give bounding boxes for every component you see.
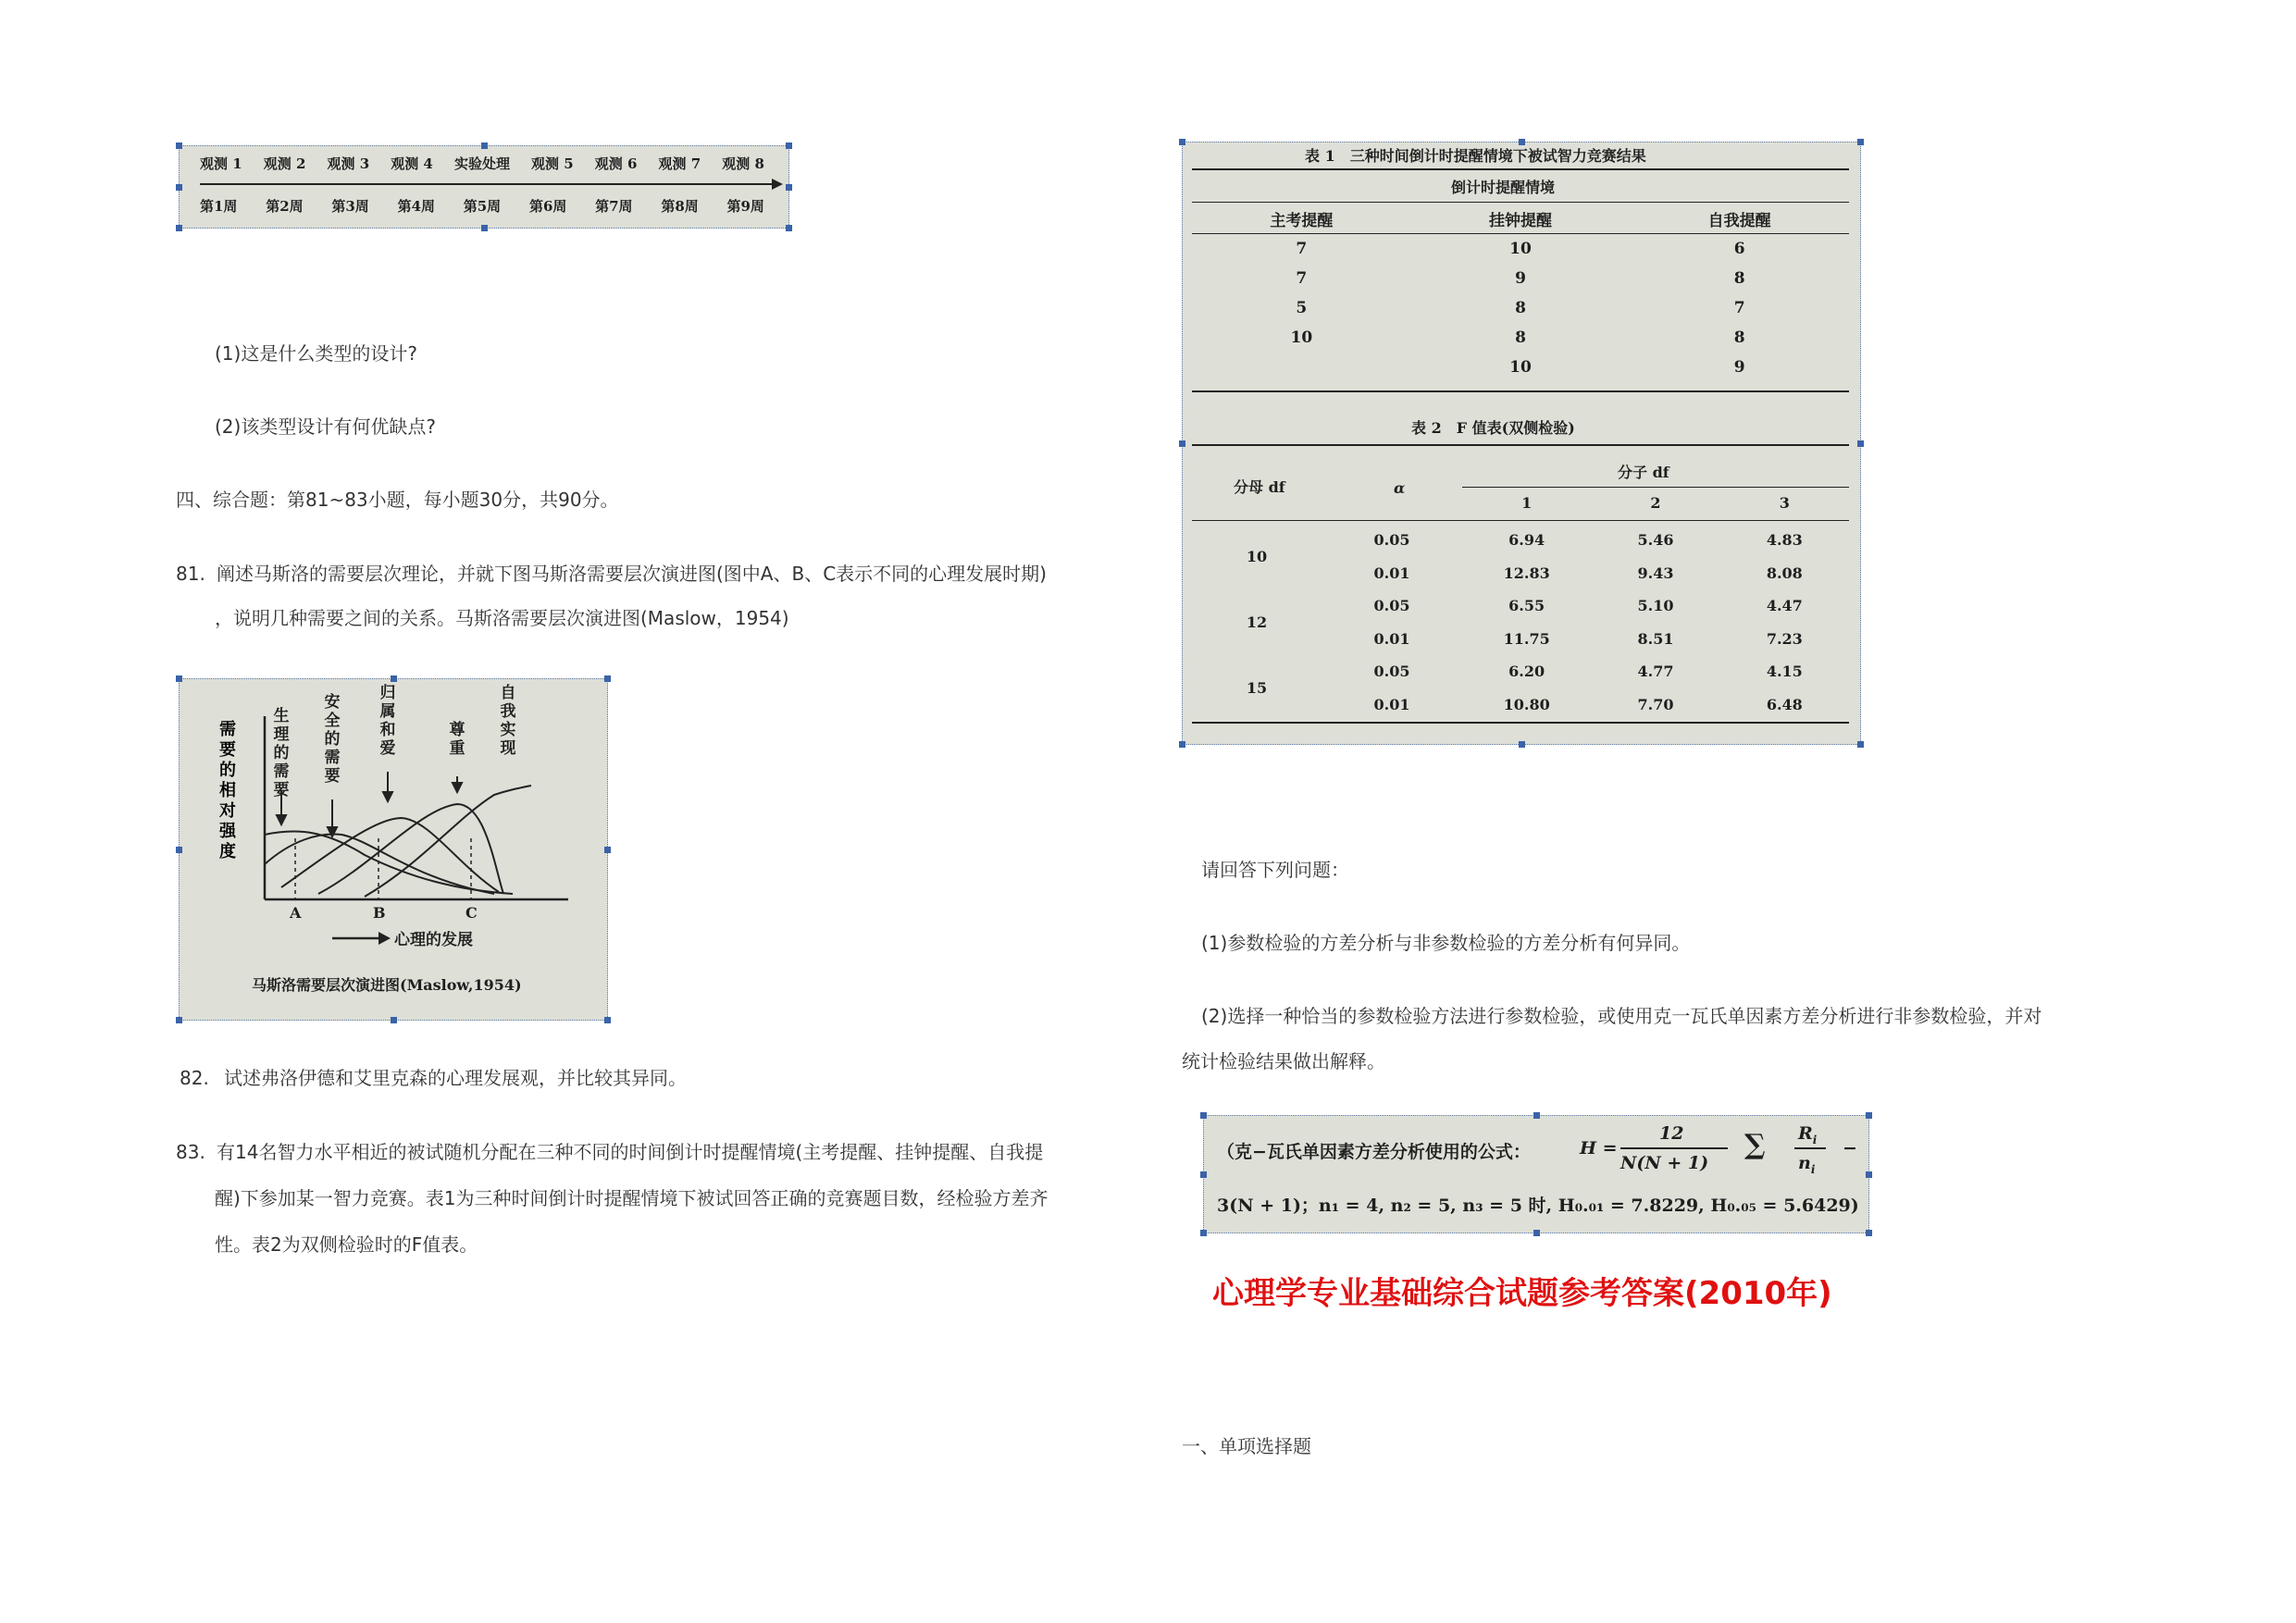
right-question-2-line2: 统计检验结果做出解释。	[1182, 1050, 1385, 1072]
maslow-need-label-char: 尊	[449, 721, 465, 739]
question-81-number: 81.	[176, 563, 205, 585]
resize-handle[interactable]	[1200, 1230, 1207, 1236]
maslow-need-label-char: 自	[500, 684, 516, 702]
table2-row	[1192, 557, 1849, 590]
table2-value-cell: 8.51	[1637, 629, 1674, 648]
maslow-stage-label: C	[465, 904, 478, 922]
maslow-need-label-char: 重	[449, 739, 465, 758]
resize-handle[interactable]	[1200, 1112, 1207, 1119]
table2-header-rule	[1192, 520, 1849, 521]
maslow-ylabel-char: 要	[219, 740, 236, 760]
maslow-curves	[265, 786, 531, 897]
maslow-need-curve	[265, 834, 494, 894]
table2-alpha-cell: 0.05	[1373, 663, 1410, 681]
maslow-need-label-char: 归	[379, 684, 396, 702]
maslow-arrows	[277, 772, 462, 836]
maslow-arrow-head	[277, 815, 286, 824]
table1-group-header: 倒计时提醒情境	[1451, 179, 1556, 196]
timeline-week-label: 第9周	[726, 198, 764, 215]
timeline-observation-label: 观测 1	[200, 155, 242, 172]
table2-value-cell: 6.55	[1508, 597, 1545, 615]
table2-value-cell: 4.77	[1637, 663, 1674, 681]
resize-handle[interactable]	[1179, 741, 1185, 748]
maslow-need-label-char: 的	[324, 730, 341, 749]
table2-value-cell: 4.47	[1766, 597, 1803, 615]
timeline-axis	[200, 183, 776, 185]
table2-df-cell: 10	[1246, 548, 1268, 566]
table2-row	[1192, 623, 1849, 656]
maslow-stage-points	[289, 838, 478, 922]
maslow-need-label-char: 要	[324, 767, 341, 786]
resize-handle[interactable]	[481, 225, 488, 231]
maslow-need-label-char: 理	[273, 725, 290, 744]
table2-numer-header: 分子 df	[1618, 464, 1669, 481]
table2-value-cell: 6.20	[1508, 663, 1545, 681]
formula-line1-prefix: （克−瓦氏单因素方差分析使用的公式：	[1217, 1142, 1531, 1162]
table1-cell: 8	[1515, 328, 1526, 347]
resize-handle[interactable]	[1179, 139, 1185, 145]
table2-df-cell: 12	[1246, 613, 1268, 632]
resize-handle[interactable]	[1519, 741, 1525, 748]
table1-row	[1192, 293, 1849, 323]
table2-numer-column: 1	[1521, 494, 1533, 512]
maslow-stage-label: A	[290, 904, 302, 922]
table1-row	[1192, 264, 1849, 293]
timeline-observation-label: 观测 8	[722, 155, 764, 172]
table2-value-cell: 12.83	[1503, 564, 1550, 582]
question-83-line2: 醒)下参加某一智力竞赛。表1为三种时间倒计时提醒情境下被试回答正确的竞赛题目数，经检验方差齐	[215, 1187, 1049, 1209]
resize-handle[interactable]	[1533, 1230, 1540, 1236]
resize-handle[interactable]	[481, 142, 488, 149]
maslow-need-label-char: 爱	[379, 739, 396, 758]
timeline-week-label: 第8周	[661, 198, 699, 215]
timeline-observation-label: 观测 6	[594, 155, 638, 172]
question-2-pros-cons: (2)该类型设计有何优缺点?	[215, 415, 436, 438]
maslow-ylabel-char: 强	[219, 822, 236, 841]
maslow-xlabel: 心理的发展	[394, 931, 473, 949]
table1-cell: 8	[1515, 299, 1526, 317]
resize-handle[interactable]	[1200, 1171, 1207, 1178]
section-1-single-choice: 一、单项选择题	[1182, 1435, 1311, 1457]
maslow-needs-diagram-image[interactable]	[179, 678, 608, 1021]
question-1-design-type: (1)这是什么类型的设计?	[215, 342, 417, 365]
table1-top-rule	[1192, 168, 1849, 170]
timeline-observation-label: 观测 4	[391, 155, 433, 172]
maslow-ylabel-char: 对	[219, 801, 236, 821]
right-question-1: (1)参数检验的方差分析与非参数检验的方差分析有何异同。	[1201, 932, 1691, 954]
right-question-2-line1: (2)选择一种恰当的参数检验方法进行参数检验，或使用克一瓦氏单因素方差分析进行非参数检验，并对	[1201, 1005, 2042, 1027]
question-82: 试述弗洛伊德和艾里克森的心理发展观，并比较其异同。	[224, 1067, 687, 1089]
table1-row	[1192, 353, 1849, 382]
table2-alpha-cell: 0.01	[1373, 695, 1410, 713]
timeline-week-label: 第6周	[528, 198, 567, 215]
timeline-week-label: 第3周	[331, 198, 369, 215]
maslow-need-curve	[365, 786, 531, 897]
resize-handle[interactable]	[1866, 1171, 1872, 1178]
maslow-need-label-char: 实	[500, 721, 516, 739]
question-81-line1: 阐述马斯洛的需要层次理论，并就下图马斯洛需要层次演进图(图中A、B、C表示不同的心理发展时期)	[217, 563, 1047, 585]
table2-body	[1192, 524, 1849, 721]
maslow-need-label-char: 和	[379, 721, 396, 739]
timeline-observation-label: 观测 3	[327, 155, 370, 172]
formula-expression: H = 12 N(N + 1) ∑ $R_i$ $n_i$ −	[1580, 1123, 1857, 1176]
maslow-ylabel-char: 度	[219, 842, 236, 861]
table1-column-header: 主考提醒	[1192, 204, 1411, 234]
table2-numer-column: 2	[1650, 494, 1661, 512]
timeline-week-label: 第5周	[463, 198, 502, 215]
timeline-observation-label: 实验处理	[453, 155, 510, 172]
question-83-line3: 性。表2为双侧检验时的F值表。	[215, 1233, 478, 1256]
answer-prompt: 请回答下列问题：	[1201, 859, 1349, 881]
table1-cell: 8	[1733, 269, 1745, 288]
maslow-ylabel-char: 需	[219, 720, 236, 739]
table1-body	[1192, 204, 1849, 382]
maslow-caption: 马斯洛需要层次演进图(Maslow,1954)	[252, 976, 522, 994]
timeline-design-image[interactable]	[179, 145, 789, 229]
table2-numer-columns	[1462, 494, 1849, 512]
question-83-line1: 有14名智力水平相近的被试随机分配在三种不同的时间倒计时提醒情境(主考提醒、挂钟提醒、自我提	[217, 1141, 1044, 1163]
maslow-arrow-head	[383, 792, 392, 801]
table2-bottom-rule	[1192, 722, 1849, 724]
table1-cell: 7	[1733, 299, 1745, 317]
table1-row	[1192, 234, 1849, 265]
table2-row	[1192, 524, 1849, 566]
timeline-observations	[200, 154, 764, 173]
table1-column-header: 挂钟提醒	[1411, 204, 1631, 234]
table1-row	[1192, 323, 1849, 353]
maslow-stage-label: B	[373, 904, 386, 922]
table2-value-cell: 4.83	[1766, 531, 1803, 550]
timeline-weeks	[200, 196, 764, 216]
timeline-week-label: 第2周	[266, 198, 304, 215]
table1-cell: 10	[1290, 328, 1313, 347]
table2-row	[1192, 688, 1849, 722]
table2-numer-rule	[1462, 487, 1849, 488]
resize-handle[interactable]	[176, 184, 182, 191]
maslow-need-label-char: 需	[273, 762, 290, 781]
table2-value-cell: 7.70	[1637, 695, 1674, 713]
table1-cell: 9	[1733, 358, 1745, 377]
table2-alpha-cell: 0.01	[1373, 629, 1410, 648]
table1-cell	[1192, 353, 1411, 382]
resize-handle[interactable]	[1857, 139, 1864, 145]
table2-value-cell: 7.23	[1766, 629, 1803, 648]
table2-alpha-cell: 0.05	[1373, 597, 1410, 615]
maslow-diagram	[180, 679, 607, 1020]
table2-alpha-cell: 0.05	[1373, 531, 1410, 550]
resize-handle[interactable]	[1857, 440, 1864, 447]
maslow-need-label-char: 全	[324, 712, 341, 730]
tables-image[interactable]	[1182, 142, 1861, 745]
table2-value-cell: 9.43	[1637, 564, 1674, 582]
table1-bottom-rule	[1192, 390, 1849, 392]
resize-handle[interactable]	[1533, 1112, 1540, 1119]
resize-handle[interactable]	[1866, 1230, 1872, 1236]
table2-top-rule	[1192, 444, 1849, 446]
table2-value-cell: 4.15	[1766, 663, 1803, 681]
table2-value-cell: 10.80	[1503, 695, 1550, 713]
table1-cell: 10	[1509, 358, 1532, 377]
resize-handle[interactable]	[176, 225, 182, 231]
answer-section-heading: 心理学专业基础综合试题参考答案(2010年)	[1212, 1275, 1832, 1312]
table1-cell: 7	[1296, 240, 1308, 258]
maslow-need-curve	[318, 804, 503, 894]
timeline-observation-label: 观测 7	[658, 155, 701, 172]
table2-row	[1192, 655, 1849, 698]
timeline-arrowhead	[772, 179, 783, 190]
resize-handle[interactable]	[786, 142, 792, 149]
table2-value-cell: 6.48	[1766, 695, 1803, 713]
maslow-need-label-char: 要	[273, 781, 290, 799]
table2-value-cell: 8.08	[1766, 564, 1803, 582]
timeline-week-label: 第7周	[595, 198, 633, 215]
timeline-observation-label: 观测 2	[263, 155, 306, 172]
table1-cell: 6	[1733, 240, 1745, 258]
timeline-week-label: 第1周	[200, 198, 238, 215]
table1-group-rule	[1192, 202, 1849, 203]
table2-numer-column: 3	[1779, 494, 1790, 512]
resize-handle[interactable]	[1866, 1112, 1872, 1119]
question-81-line2: ，说明几种需要之间的关系。马斯洛需要层次演进图(Maslow，1954)	[215, 607, 789, 629]
timeline-observation-label: 观测 5	[531, 155, 574, 172]
resize-handle[interactable]	[1857, 741, 1864, 748]
maslow-need-labels	[274, 683, 516, 799]
maslow-need-label-char: 安	[324, 693, 341, 712]
resize-handle[interactable]	[786, 184, 792, 191]
table2-value-cell: 5.46	[1637, 531, 1674, 550]
table2-value-cell: 11.75	[1503, 629, 1550, 648]
table2-alpha-cell: 0.01	[1373, 564, 1410, 582]
table1-cell: 8	[1733, 328, 1745, 347]
maslow-development-arrowhead	[379, 932, 391, 945]
section-4-heading: 四、综合题：第81~83小题，每小题30分，共90分。	[176, 489, 619, 511]
maslow-need-label-char: 属	[379, 702, 396, 721]
table2-alpha-header: α	[1394, 479, 1406, 497]
maslow-need-label-char: 我	[500, 702, 516, 721]
table1-cell: 9	[1515, 269, 1526, 288]
maslow-need-label-char: 生	[273, 707, 290, 725]
table2-row	[1192, 589, 1849, 632]
maslow-ylabel-char: 的	[219, 761, 236, 780]
resize-handle[interactable]	[1179, 440, 1185, 447]
resize-handle[interactable]	[176, 142, 182, 149]
table1-cell: 10	[1509, 240, 1532, 258]
maslow-need-label-char: 的	[273, 744, 290, 762]
table1-cell: 7	[1296, 269, 1308, 288]
kruskal-wallis-formula-image[interactable]	[1203, 1115, 1869, 1233]
table2-value-cell: 6.94	[1508, 531, 1545, 550]
table2-df-cell: 15	[1246, 679, 1268, 698]
maslow-ylabel-char: 相	[219, 781, 236, 800]
table1-cell: 5	[1296, 299, 1308, 317]
question-82-number: 82.	[180, 1067, 209, 1089]
table1-column-header: 自我提醒	[1630, 204, 1849, 234]
maslow-need-label-char: 需	[324, 749, 341, 767]
timeline-week-label: 第4周	[397, 198, 435, 215]
table2-value-cell: 5.10	[1637, 597, 1674, 615]
maslow-arrow-head	[453, 783, 462, 792]
maslow-need-label-char: 现	[500, 739, 516, 758]
question-83-number: 83.	[176, 1141, 205, 1163]
formula-line2: 3(N + 1)；n₁ = 4, n₂ = 5, n₃ = 5 时, H₀.₀₁ = 7.8229, H₀.₀₅ = 5.6429)	[1217, 1196, 1859, 1216]
table2-denom-header: 分母 df	[1234, 478, 1285, 496]
table2-title: 表 2 F 值表(双侧检验)	[1411, 419, 1575, 437]
resize-handle[interactable]	[786, 225, 792, 231]
table1-title: 表 1 三种时间倒计时提醒情境下被试智力竞赛结果	[1305, 147, 1646, 165]
